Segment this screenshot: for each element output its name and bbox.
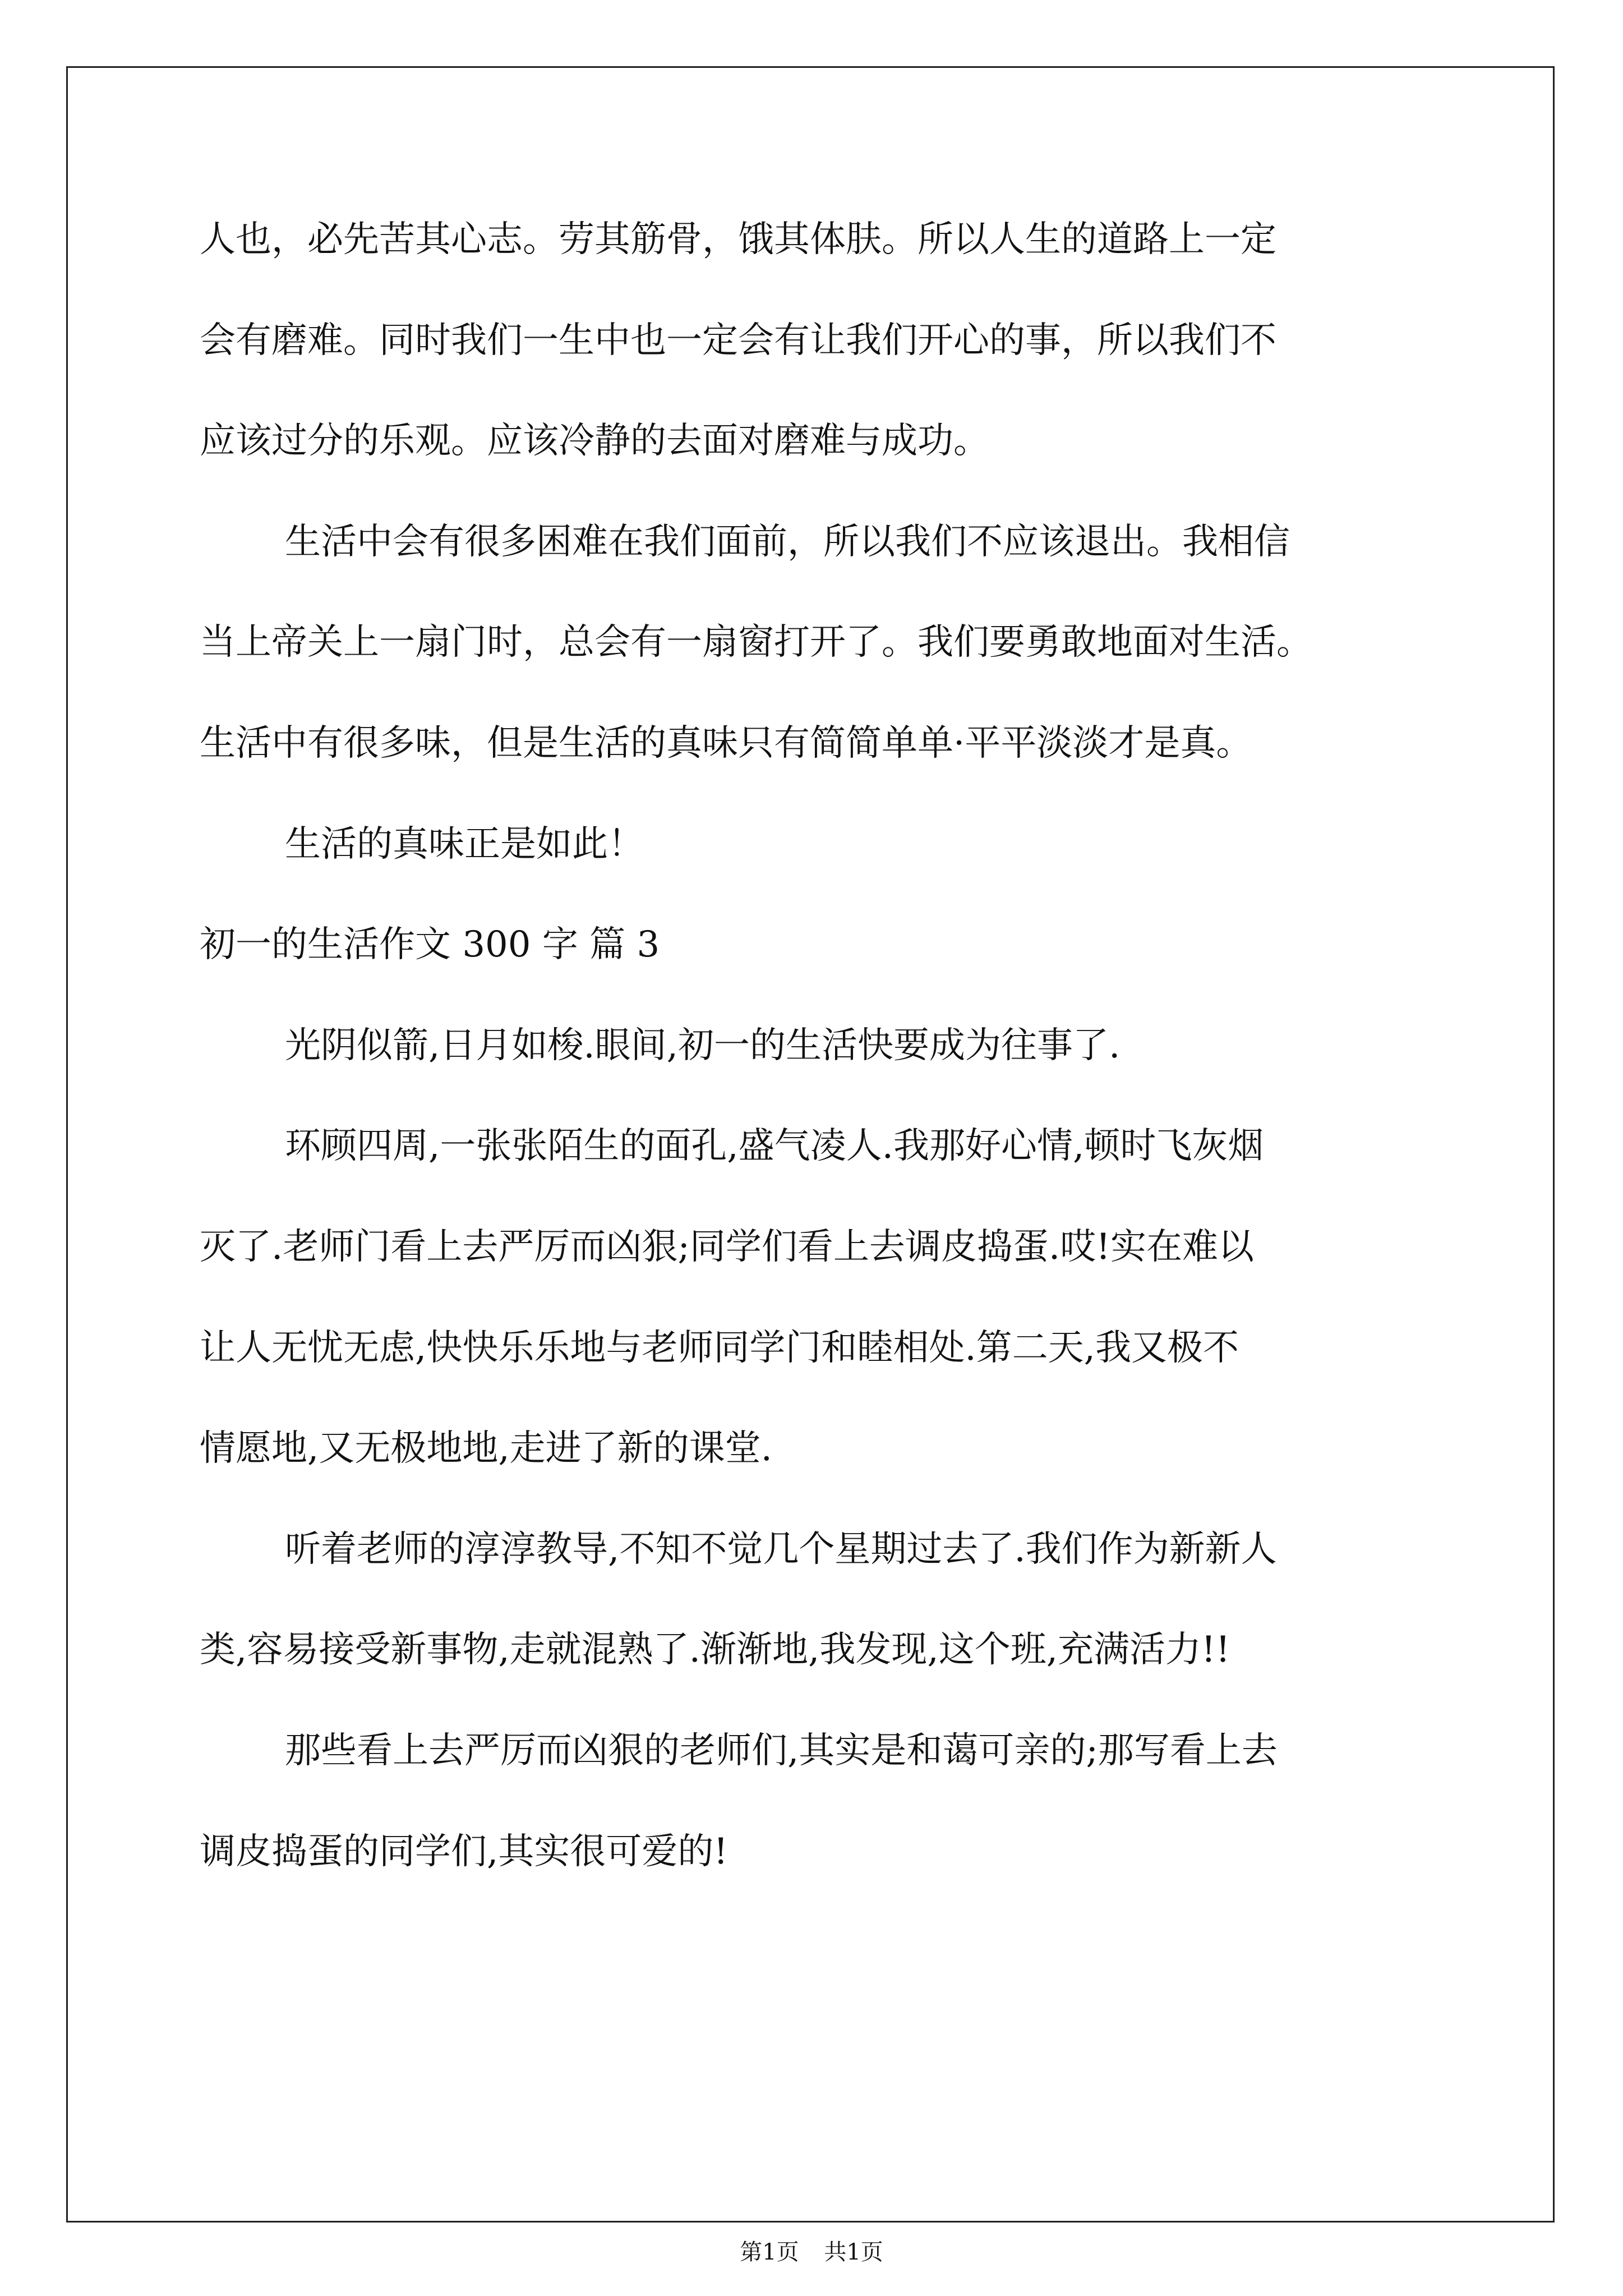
text-line-6: 生活中有很多味，但是生活的真味只有简简单单·平平淡淡才是真。 <box>200 722 1252 764</box>
text-line-13: 情愿地,又无极地地,走进了新的课堂. <box>200 1428 773 1470</box>
text-line-15: 类,容易接受新事物,走就混熟了.渐渐地,我发现,这个班,充满活力!! <box>200 1629 1230 1671</box>
text-line-10: 环顾四周,一张张陌生的面孔,盛气凌人.我那好心情,顿时飞灰烟 <box>285 1125 1264 1167</box>
page-total: 共1页 <box>824 2239 883 2265</box>
text-line-1: 人也，必先苦其心志。劳其筋骨，饿其体肤。所以人生的道路上一定 <box>200 219 1276 260</box>
text-line-2: 会有磨难。同时我们一生中也一定会有让我们开心的事，所以我们不 <box>200 319 1276 361</box>
text-line-9: 光阴似箭,日月如梭.眼间,初一的生活快要成为往事了. <box>285 1024 1121 1066</box>
page-number: 第1页 <box>740 2239 799 2265</box>
text-line-5: 当上帝关上一扇门时，总会有一扇窗打开了。我们要勇敢地面对生活。 <box>200 622 1312 664</box>
page-footer <box>0 2241 1623 2263</box>
text-line-12: 让人无忧无虑,快快乐乐地与老师同学门和睦相处.第二天,我又极不 <box>200 1327 1239 1369</box>
document-body <box>200 219 1425 1934</box>
text-line-11: 灭了.老师门看上去严厉而凶狠;同学们看上去调皮捣蛋.哎!实在难以 <box>200 1226 1254 1268</box>
text-line-16: 那些看上去严厉而凶狠的老师们,其实是和蔼可亲的;那写看上去 <box>285 1729 1278 1772</box>
text-line-7: 生活的真味正是如此！ <box>285 823 644 865</box>
text-line-3: 应该过分的乐观。应该冷静的去面对磨难与成功。 <box>200 420 989 462</box>
section-heading: 初一的生活作文 300 字 篇 3 <box>200 924 660 966</box>
text-line-4: 生活中会有很多困难在我们面前，所以我们不应该退出。我相信 <box>285 521 1290 563</box>
text-line-17: 调皮捣蛋的同学们,其实很可爱的! <box>200 1830 728 1872</box>
text-line-14: 听着老师的淳淳教导,不知不觉几个星期过去了.我们作为新新人 <box>285 1528 1277 1570</box>
